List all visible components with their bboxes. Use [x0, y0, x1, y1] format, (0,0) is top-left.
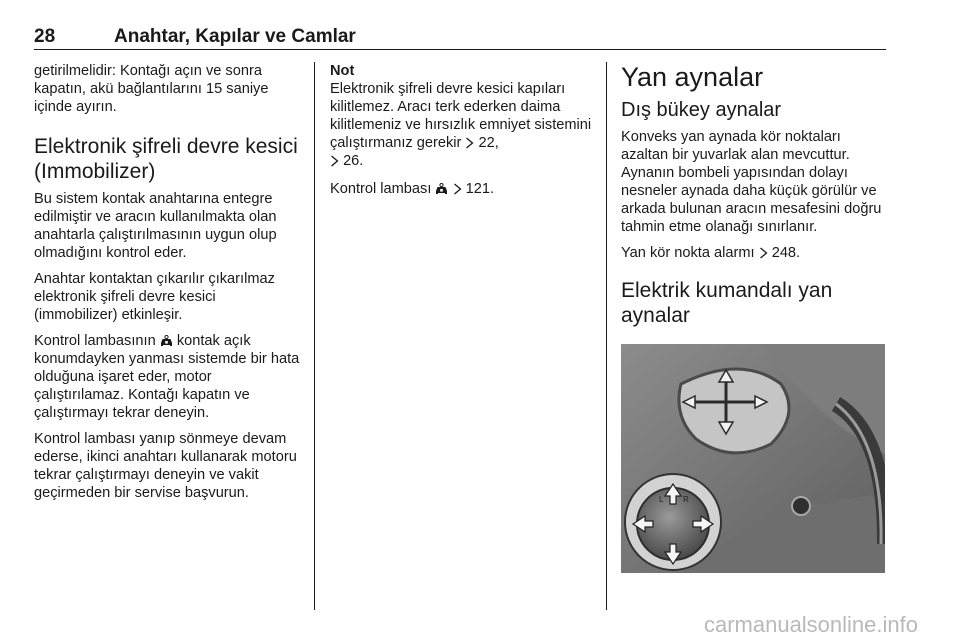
- paragraph-intro: getirilmelidir: Kontağı açın ve sonra kapatın, akü bağlantılarını 15 saniye içinde ayırın.: [34, 63, 269, 115]
- note-title: Not: [330, 63, 355, 79]
- lamp-text-a: Kontrol lambasının: [34, 333, 156, 349]
- ref-arrow-icon[interactable]: [759, 247, 768, 259]
- ref-arrow-icon[interactable]: [330, 155, 339, 167]
- column-right: [621, 62, 887, 334]
- paragraph-lamp-ref: [330, 180, 594, 198]
- column-divider-1: [314, 62, 315, 610]
- page-number: 28: [34, 26, 56, 47]
- note-box: [330, 62, 594, 170]
- mirror-glass: [679, 369, 789, 453]
- paragraph-convex: Konveks yan aynada kör noktaları azaltan bir yuvarlak alan mevcuttur. Aynanın bombeli yapısından dolayı nesneler aynada daha küçük görülür ve arkada bulunan aracın mesafesini doğru tahmin etme olanağı sınırlanır.: [621, 129, 882, 235]
- mirror-control-figure: [621, 344, 885, 573]
- note-ref-26[interactable]: 26.: [343, 153, 364, 169]
- chapter-title: Anahtar, Kapılar ve Camlar: [114, 26, 356, 47]
- note-text: Elektronik şifreli devre kesici kapıları kilitlemez. Aracı terk ederken daima kilitlemeniz ve hırsızlık emniyet sistemini çalıştırmanız gerekir: [330, 81, 592, 151]
- subheading-convex: Dış bükey aynalar: [621, 99, 782, 121]
- lamp-ref-121[interactable]: 121.: [465, 181, 494, 197]
- column-divider-2: [606, 62, 607, 610]
- knob-left-label: L: [659, 495, 664, 504]
- watermark: carmanualsonline.info: [703, 612, 918, 637]
- paragraph-blindspot: [621, 244, 887, 262]
- note-ref-22[interactable]: 22,: [478, 135, 499, 151]
- knob-right-label: R: [683, 495, 689, 504]
- ref-arrow-icon[interactable]: [453, 183, 462, 195]
- mirror-switch: [792, 497, 810, 515]
- column-middle: [330, 62, 594, 206]
- section-title: Yan aynalar: [621, 62, 764, 92]
- ref-arrow-icon[interactable]: [465, 137, 474, 149]
- paragraph-blinking: Kontrol lambası yanıp sönmeye devam ederse, ikinci anahtarı kullanarak motoru tekrar çalıştırmayı deneyin ve vakit geçirmeden bir servise başvurun.: [34, 431, 297, 501]
- lamp-text-b: kontak açık konumdayken yanması sistemde bir hata olduğuna işaret eder, motor çalıştırılamaz. Kontağı kapatın ve çalıştırmayı tekrar deneyin.: [34, 333, 300, 421]
- note-body: [330, 80, 594, 170]
- heading-immobilizer: Elektronik şifreli devre kesici (Immobilizer): [34, 135, 298, 183]
- car-key-lamp-icon: [435, 183, 448, 195]
- column-left: [34, 62, 302, 510]
- blindspot-text: Yan kör nokta alarmı: [621, 245, 755, 261]
- header-rule: [34, 49, 886, 50]
- mirror-illustration: [621, 344, 885, 573]
- paragraph-activation: Anahtar kontaktan çıkarılır çıkarılmaz elektronik şifreli devre kesici (immobilizer) etkinleşir.: [34, 271, 275, 323]
- lamp-ref-text: Kontrol lambası: [330, 181, 432, 197]
- paragraph-lamp: [34, 332, 302, 422]
- blindspot-ref-248[interactable]: 248.: [771, 245, 801, 261]
- car-key-lamp-icon: [160, 335, 173, 347]
- subheading-electric: Elektrik kumandalı yan aynalar: [621, 279, 833, 327]
- paragraph-system: Bu sistem kontak anahtarına entegre edilmiştir ve aracın kullanılmakta olan anahtarla çalıştırılmasının uygun olup olmadığını kontrol eder.: [34, 191, 277, 261]
